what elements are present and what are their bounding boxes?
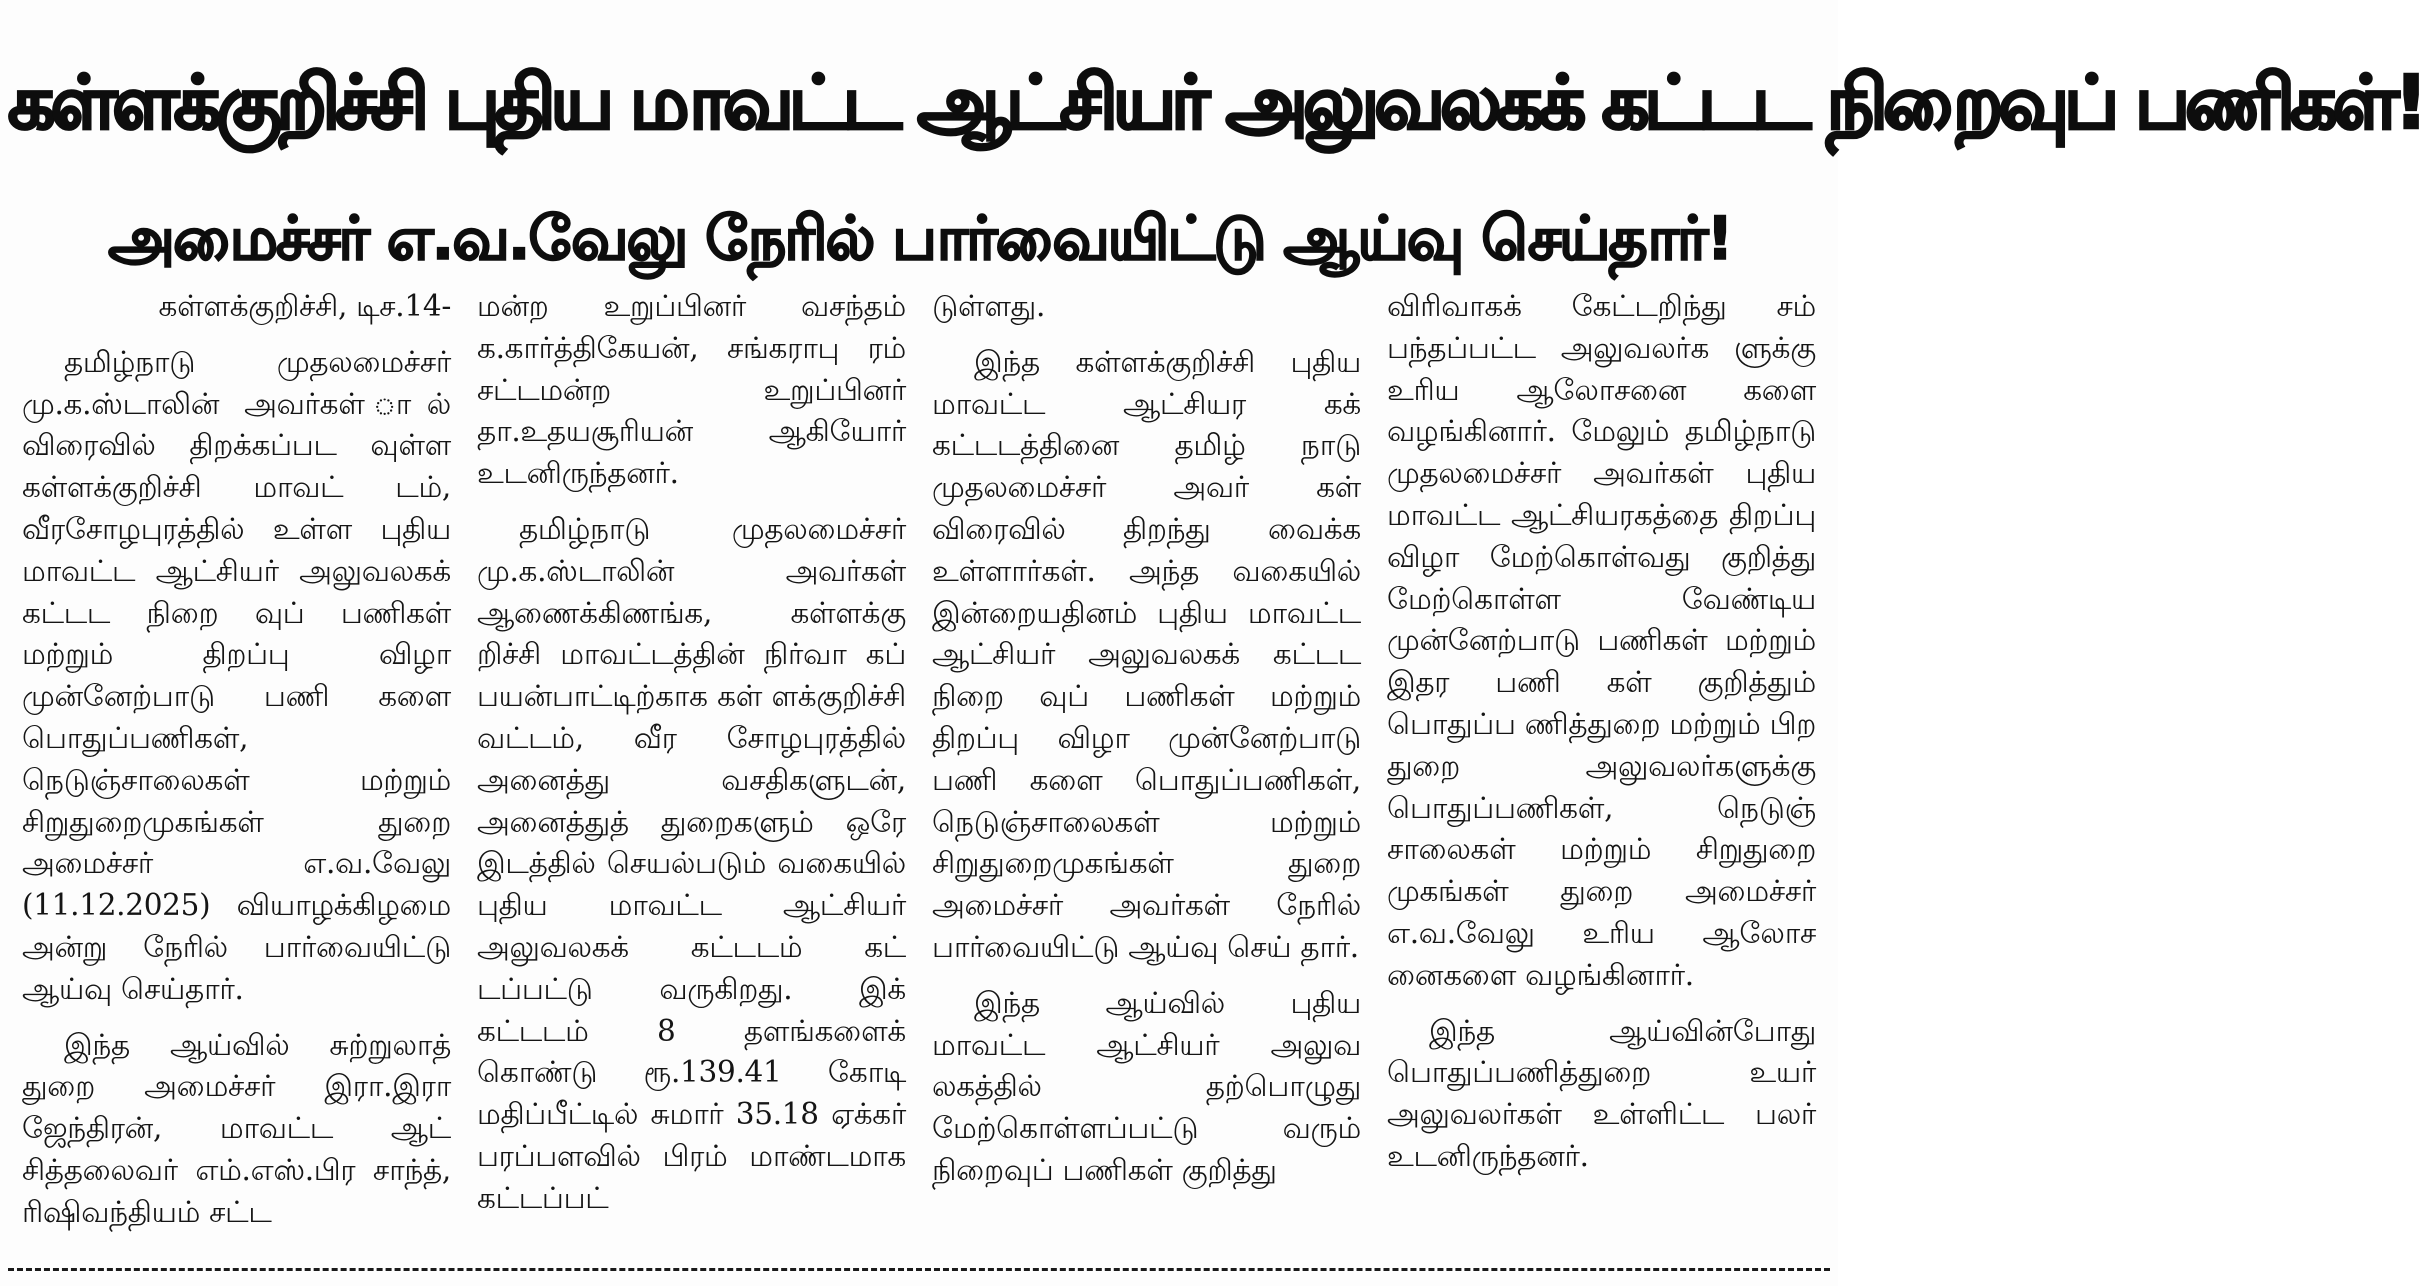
article-column-3 <box>920 286 1375 1238</box>
paragraph: தமிழ்நாடு முதலமைச்சர் மு.க.ஸ்டாலின் அவர்கள் ஆணைக்கிணங்க, கள்ளக்கு றிச்சி மாவட்டத்தின் நிர்வா கப் பயன்பாட்டிற்காக கள் ளக்குறிச்சி வட்டம், வீர சோழபுரத்தில் அனைத்து வசதிகளுடன், அனைத்துத் துறைகளும் ஒரே இடத்தில் செயல்படும் வகையில் புதிய மாவட்ட ஆட்சியர் அலுவலகக் கட்டடம் கட் டப்பட்டு வருகிறது. இக் கட்டடம் 8 தளங்களைக் கொண்டு ரூ.139.41 கோடி மதிப்பீட்டில் சுமார் 35.18 ஏக்கர் பரப்பளவில் பிரம் மாண்டமாக கட்டப்பட் <box>477 511 906 1215</box>
subheadline: அமைச்சர் எ.வ.வேலு நேரில் பார்வையிட்டு ஆய்வு செய்தார்! <box>108 204 1732 274</box>
paragraph: மன்ற உறுப்பினர் வசந்தம் க.கார்த்திகேயன், சங்கராபு ரம் சட்டமன்ற உறுப்பினர் தா.உதயசூரியன் ஆகியோர் உடனிருந்தனர். <box>477 289 906 491</box>
article-column-1 <box>10 286 465 1238</box>
paragraph: தமிழ்நாடு முதலமைச்சர் மு.க.ஸ்டாலின் அவர்கள் ால் விரைவில் திறக்கப்பட வுள்ள கள்ளக்குறிச்சி மாவட் டம், வீரசோழபுரத்தில் உள்ள புதிய மாவட்ட ஆட்சியர் அலுவலகக் கட்டட நிறை வுப் பணிகள் மற்றும் திறப்பு விழா முன்னேற்பாடு பணி களை பொதுப்பணிகள், நெடுஞ்சாலைகள் மற்றும் சிறுதுறைமுகங்கள் துறை அமைச்சர் எ.வ.வேலு (11.12.2025) வியாழக்கிழமை அன்று நேரில் பார்வையிட்டு ஆய்வு செய்தார். <box>22 344 451 1006</box>
paragraph: இந்த ஆய்வின்போது பொதுப்பணித்துறை உயர் அலுவலர்கள் உள்ளிட்ட பலர் உடனிருந்தனர். <box>1387 1013 1816 1173</box>
paragraph: இந்த ஆய்வில் சுற்றுலாத் துறை அமைச்சர் இரா.இரா ஜேந்திரன், மாவட்ட ஆட் சித்தலைவர் எம்.எஸ்.பிர சாந்த், ரிஷிவந்தியம் சட்ட <box>22 1027 451 1229</box>
paragraph: இந்த ஆய்வில் புதிய மாவட்ட ஆட்சியர் அலுவ லகத்தில் தற்பொழுது மேற்கொள்ளப்பட்டு வரும் நிறைவுப் பணிகள் குறித்து <box>932 985 1361 1187</box>
headline: கள்ளக்குறிச்சி புதிய மாவட்ட ஆட்சியர் அலுவலகக் கட்டட நிறைவுப் பணிகள்! <box>8 60 2423 146</box>
dateline: கள்ளக்குறிச்சி, டிச.14- <box>158 289 451 323</box>
dashed-separator <box>8 1268 1830 1271</box>
paragraph: டுள்ளது. <box>932 289 1046 323</box>
article-column-2 <box>465 286 920 1238</box>
article-column-4 <box>1375 286 1830 1238</box>
paragraph: இந்த கள்ளக்குறிச்சி புதிய மாவட்ட ஆட்சியர கக் கட்டடத்தினை தமிழ் நாடு முதலமைச்சர் அவர் கள் விரைவில் திறந்து வைக்க உள்ளார்கள். அந்த வகையில் இன்றையதினம் புதிய மாவட்ட ஆட்சியர் அலுவலகக் கட்டட நிறை வுப் பணிகள் மற்றும் திறப்பு விழா முன்னேற்பாடு பணி களை பொதுப்பணிகள், நெடுஞ்சாலைகள் மற்றும் சிறுதுறைமுகங்கள் துறை அமைச்சர் அவர்கள் நேரில் பார்வையிட்டு ஆய்வு செய் தார். <box>932 344 1361 964</box>
paragraph: விரிவாகக் கேட்டறிந்து சம் பந்தப்பட்ட அலுவலர்க ளுக்கு உரிய ஆலோசனை களை வழங்கினார். மேலும் தமிழ்நாடு முதலமைச்சர் அவர்கள் புதிய மாவட்ட ஆட்சியரகத்தை திறப்பு விழா மேற்கொள்வது குறித்து மேற்கொள்ள வேண்டிய முன்னேற்பாடு பணிகள் மற்றும் இதர பணி கள் குறித்தும் பொதுப்ப ணித்துறை மற்றும் பிற துறை அலுவலர்களுக்கு பொதுப்பணிகள், நெடுஞ் சாலைகள் மற்றும் சிறுதுறை முகங்கள் துறை அமைச்சர் எ.வ.வேலு உரிய ஆலோச னைகளை வழங்கினார். <box>1387 289 1816 992</box>
article-body <box>10 286 1830 1238</box>
